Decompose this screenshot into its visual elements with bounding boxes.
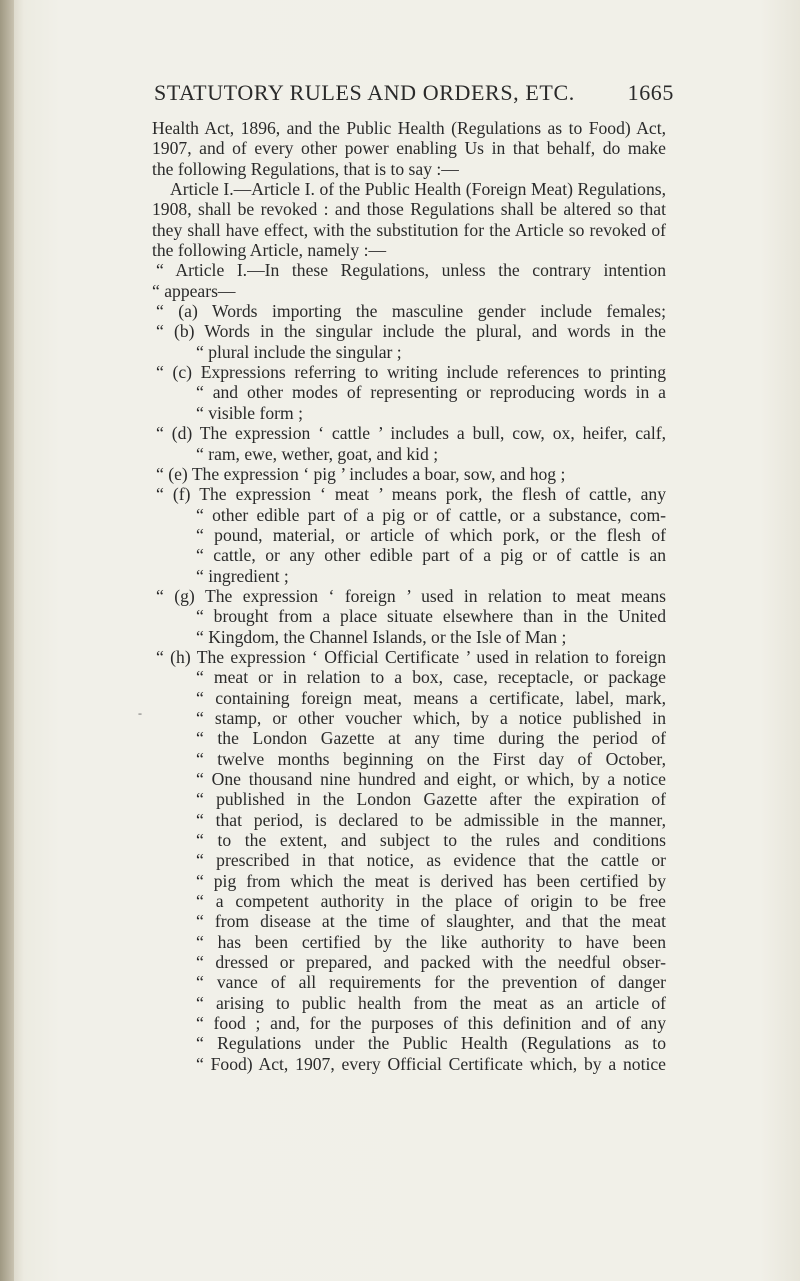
- text-line: “ (f) The expression ‘ meat ’ means pork, the flesh of cattle, any: [156, 484, 666, 505]
- text-line: “ published in the London Gazette after the expiration of: [196, 789, 666, 810]
- text-line: 1908, shall be revoked : and those Regulations shall be altered so that: [152, 199, 666, 220]
- page-number: 1665: [627, 80, 674, 105]
- text-line: “ Kingdom, the Channel Islands, or the Isle of Man ;: [196, 626, 567, 647]
- text-line: “ food ; and, for the purposes of this definition and of any: [196, 1013, 666, 1034]
- text-line: “ (b) Words in the singular include the plural, and words in the: [156, 321, 666, 342]
- text-line: “ pig from which the meat is derived has been certified by: [196, 870, 666, 891]
- text-line: “ vance of all requirements for the prevention of danger: [196, 972, 666, 993]
- text-line: “ dressed or prepared, and packed with the needful obser-: [196, 952, 666, 973]
- text-line: “ has been certified by the like authority to have been: [196, 931, 666, 952]
- text-line: “ (d) The expression ‘ cattle ’ includes a bull, cow, ox, heifer, calf,: [156, 423, 666, 444]
- text-line: “ stamp, or other voucher which, by a notice published in: [196, 707, 666, 728]
- text-line: “ (c) Expressions referring to writing include references to printing: [156, 362, 666, 383]
- text-line: “ One thousand nine hundred and eight, or which, by a notice: [196, 769, 666, 789]
- text-line: Article I.—Article I. of the Public Health (Foreign Meat) Regulations,: [170, 179, 666, 200]
- text-line: “ prescribed in that notice, as evidence that the cattle or: [196, 850, 666, 871]
- text-line: “ Regulations under the Public Health (Regulations as to: [196, 1033, 666, 1054]
- text-line: “ containing foreign meat, means a certificate, label, mark,: [196, 687, 666, 708]
- text-line: “ cattle, or any other edible part of a pig or of cattle is an: [196, 545, 666, 566]
- text-line: 1907, and of every other power enabling Us in that behalf, do make: [152, 138, 666, 159]
- text-line: “ appears—: [152, 280, 236, 301]
- text-line: “ pound, material, or article of which pork, or the flesh of: [196, 524, 666, 545]
- text-line: “ arising to public health from the meat as an article of: [196, 992, 666, 1013]
- text-line: “ ram, ewe, wether, goat, and kid ;: [196, 443, 439, 464]
- text-line: “ a competent authority in the place of origin to be free: [196, 891, 666, 912]
- body-text: [152, 118, 666, 1074]
- text-line: Health Act, 1896, and the Public Health (Regulations as to Food) Act,: [152, 118, 666, 138]
- running-title: STATUTORY RULES AND ORDERS, ETC.: [154, 80, 575, 105]
- text-line: “ from disease at the time of slaughter, and that the meat: [196, 911, 666, 932]
- text-line: “ (a) Words importing the masculine gender include females;: [156, 301, 666, 322]
- margin-mark: -: [138, 706, 142, 720]
- running-header: [154, 80, 674, 106]
- text-line: they shall have effect, with the substitution for the Article so revoked of: [152, 219, 666, 240]
- text-line: “ plural include the singular ;: [196, 341, 402, 362]
- text-line: the following Regulations, that is to say :—: [152, 158, 459, 179]
- text-line: “ (g) The expression ‘ foreign ’ used in relation to meat means: [156, 585, 666, 606]
- text-line: “ to the extent, and subject to the rules and conditions: [196, 830, 666, 851]
- text-line: “ ingredient ;: [196, 565, 289, 586]
- text-line: “ and other modes of representing or reproducing words in a: [196, 382, 666, 403]
- page-gutter: [0, 0, 14, 1281]
- text-line: “ visible form ;: [196, 402, 304, 423]
- text-line: “ Article I.—In these Regulations, unless the contrary intention: [156, 260, 666, 281]
- text-line: “ meat or in relation to a box, case, receptacle, or package: [196, 667, 666, 688]
- text-line: “ Food) Act, 1907, every Official Certificate which, by a notice: [196, 1053, 666, 1074]
- text-line: “ (e) The expression ‘ pig ’ includes a boar, sow, and hog ;: [156, 463, 566, 484]
- text-line: “ brought from a place situate elsewhere than in the United: [196, 606, 666, 627]
- text-line: “ (h) The expression ‘ Official Certificate ’ used in relation to foreign: [156, 646, 666, 667]
- text-line: “ that period, is declared to be admissible in the manner,: [196, 809, 666, 830]
- text-line: the following Article, namely :—: [152, 240, 387, 261]
- text-line: “ twelve months beginning on the First day of October,: [196, 748, 666, 769]
- text-line: “ the London Gazette at any time during the period of: [196, 728, 666, 749]
- text-line: “ other edible part of a pig or of cattle, or a substance, com-: [196, 504, 666, 525]
